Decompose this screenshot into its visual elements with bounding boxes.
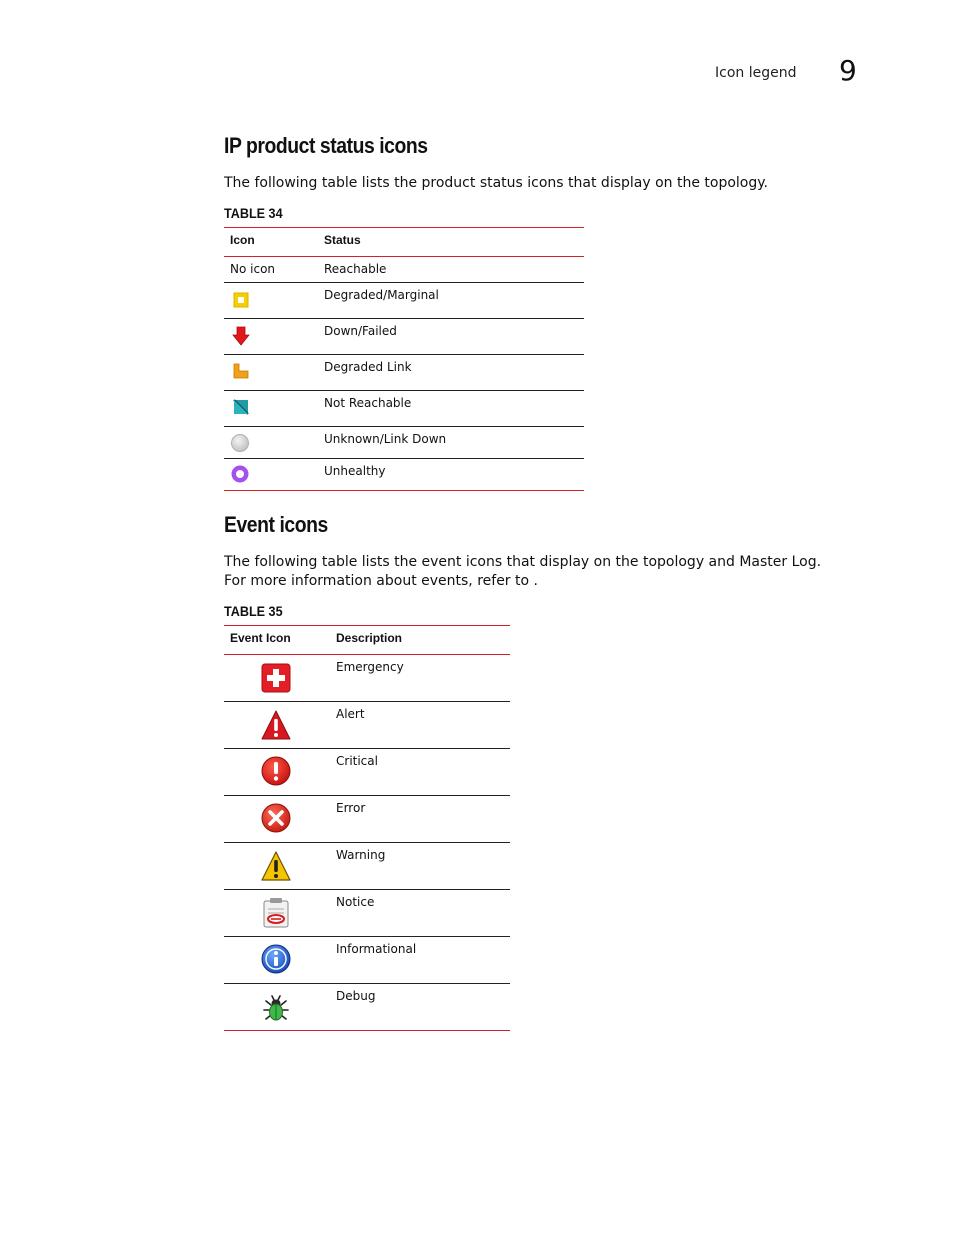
description-cell: Notice [336, 895, 375, 909]
table-row [224, 795, 510, 842]
table-header-row [224, 626, 510, 655]
info-circle-icon [261, 944, 291, 978]
event-icons-intro: The following table lists the event icons that display on the topology and Master Log. For more information about events, refer to . [224, 554, 822, 589]
description-cell: Warning [336, 848, 386, 862]
table-row [224, 655, 510, 701]
status-cell: Down/Failed [324, 324, 397, 338]
table-row [224, 701, 510, 748]
gray-circle-icon [230, 433, 250, 457]
status-cell: Degraded/Marginal [324, 288, 439, 302]
orange-step-icon [233, 363, 249, 383]
table-row [224, 426, 584, 458]
table-row [224, 936, 510, 983]
ip-status-heading: IP product status icons [224, 133, 428, 158]
event-icons-table [224, 625, 510, 1031]
status-cell: Unhealthy [324, 464, 386, 478]
table-row [224, 390, 584, 426]
red-down-arrow-icon [232, 326, 250, 350]
event-icons-heading: Event icons [224, 512, 328, 537]
running-header-title: Icon legend [715, 65, 797, 81]
table-34-label: TABLE 34 [224, 205, 283, 221]
table-row [224, 257, 584, 282]
table-header-row [224, 228, 584, 257]
table-row [224, 354, 584, 390]
column-header-description: Description [336, 631, 403, 645]
critical-exclamation-icon [261, 756, 291, 790]
description-cell: Informational [336, 942, 417, 956]
column-header-icon: Icon [230, 233, 255, 247]
ip-status-intro: The following table lists the product status icons that display on the topology. [224, 175, 768, 191]
description-cell: Alert [336, 707, 365, 721]
description-cell: Emergency [336, 660, 404, 674]
table-row [224, 983, 510, 1030]
table-35-label: TABLE 35 [224, 603, 283, 619]
emergency-cross-icon [261, 663, 291, 697]
purple-ring-icon [230, 464, 250, 488]
yellow-square-icon [233, 292, 249, 312]
chapter-number: 9 [839, 54, 857, 87]
description-cell: Debug [336, 989, 376, 1003]
notice-clipboard-icon [262, 897, 290, 933]
table-row [224, 748, 510, 795]
column-header-status: Status [324, 233, 361, 247]
error-x-icon [261, 803, 291, 837]
table-row [224, 842, 510, 889]
teal-slash-box-icon [233, 399, 249, 419]
table-row [224, 889, 510, 936]
debug-bug-icon [260, 991, 292, 1029]
description-cell: Error [336, 801, 366, 815]
status-cell: Degraded Link [324, 360, 412, 374]
status-cell: Reachable [324, 262, 387, 276]
table-row [224, 318, 584, 354]
status-cell: Unknown/Link Down [324, 432, 447, 446]
status-cell: Not Reachable [324, 396, 412, 410]
ip-status-table [224, 227, 584, 491]
alert-triangle-icon [260, 709, 292, 745]
description-cell: Critical [336, 754, 378, 768]
column-header-event-icon: Event Icon [230, 631, 291, 645]
table-row [224, 282, 584, 318]
table-row [224, 458, 584, 490]
warning-triangle-icon [260, 850, 292, 886]
no-icon-text: No icon [230, 262, 276, 276]
